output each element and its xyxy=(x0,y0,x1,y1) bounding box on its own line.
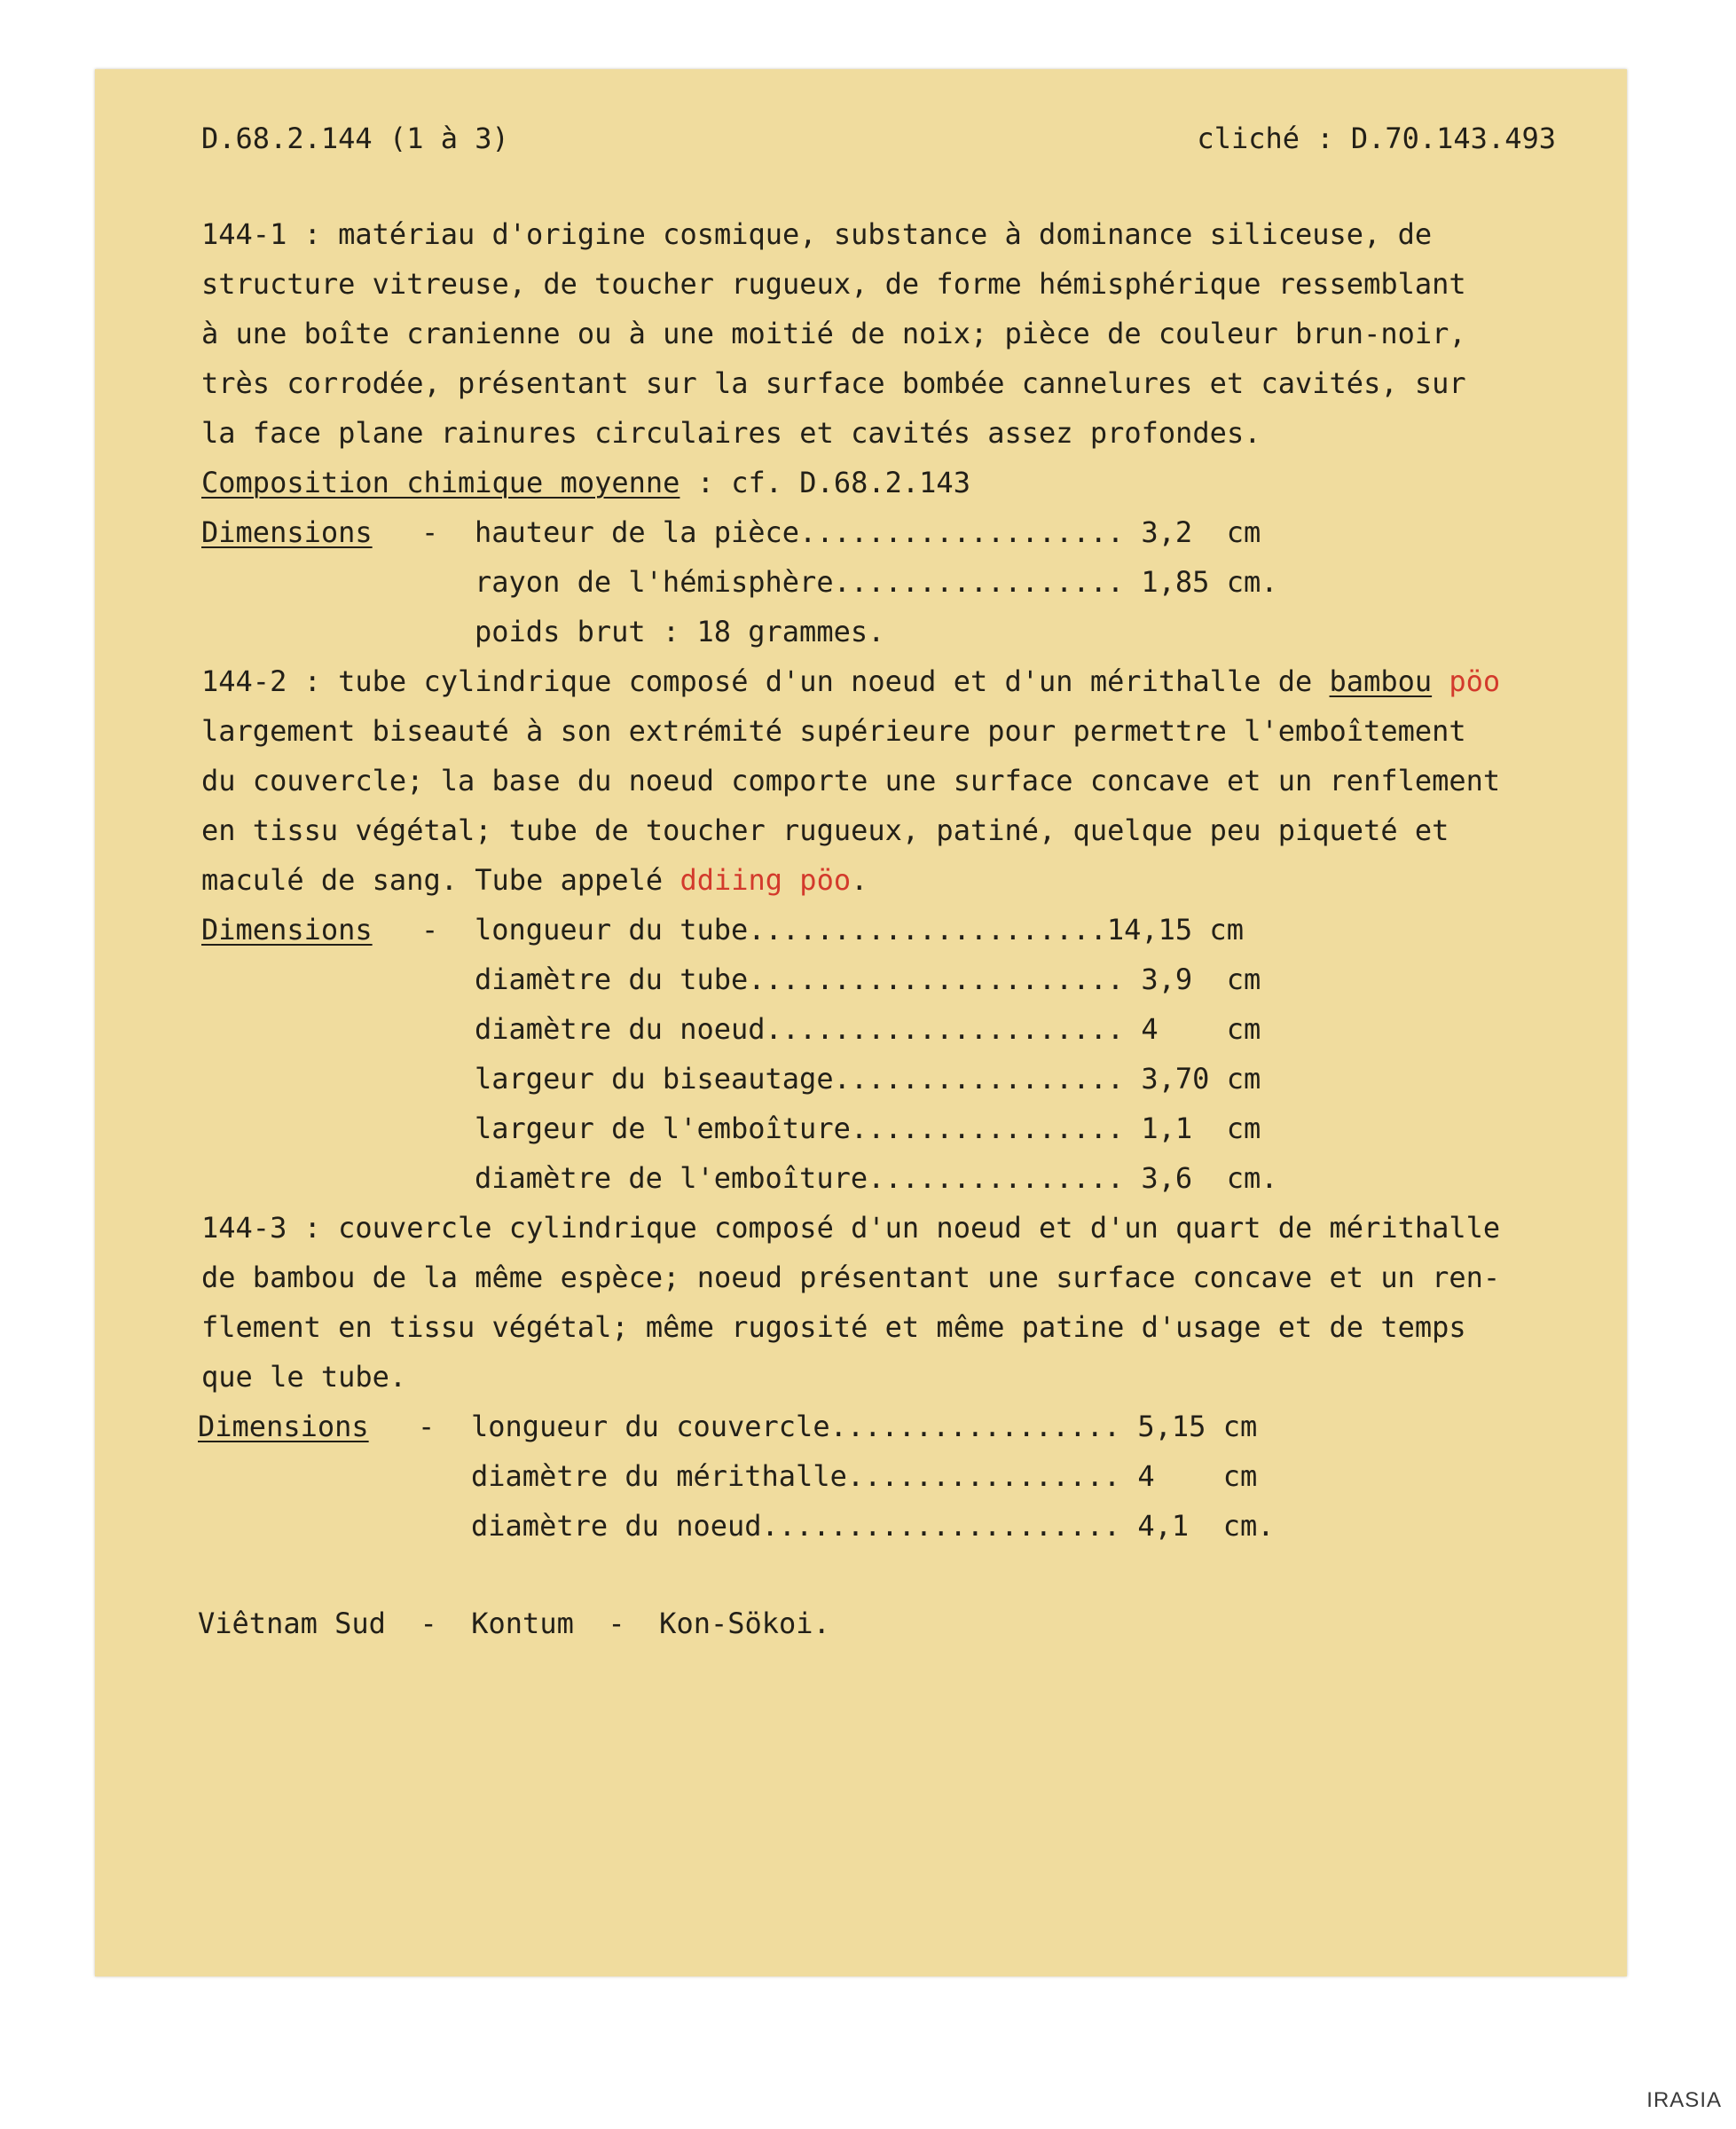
item2-line-5-text: maculé de sang. Tube appelé xyxy=(201,863,680,897)
dimensions-label-3: Dimensions xyxy=(198,1410,369,1443)
item1-dim-radius: rayon de l'hémisphère................. 1,85 cm. xyxy=(475,565,1278,599)
item3-line-1: 144-3 : couvercle cylindrique composé d'un noeud et d'un quart de mérithalle xyxy=(201,1211,1501,1245)
item3-dim-internode-diameter: diamètre du mérithalle................ 4 cm xyxy=(471,1459,1258,1493)
item2-line-2: largement biseauté à son extrémité supérieure pour permettre l'emboîtement xyxy=(201,714,1466,748)
item2-line-3: du couvercle; la base du noeud comporte une surface concave et un renflement xyxy=(201,764,1501,797)
item2-line-1-text: 144-2 : tube cylindrique composé d'un noeud et d'un mérithalle de xyxy=(201,664,1330,698)
item1-line-2: structure vitreuse, de toucher rugueux, de forme hémisphérique ressemblant xyxy=(201,267,1466,301)
composition-line xyxy=(201,467,970,499)
cliche-reference: cliché : D.70.143.493 xyxy=(1197,122,1556,155)
item2-line-4: en tissu végétal; tube de toucher rugueux, patiné, quelque peu piqueté et xyxy=(201,813,1449,847)
item2-line-1 xyxy=(201,665,1500,697)
dimensions-label-1: Dimensions xyxy=(201,515,373,549)
item1-line-1: 144-1 : matériau d'origine cosmique, substance à dominance siliceuse, de xyxy=(201,217,1433,251)
composition-reference: : cf. D.68.2.143 xyxy=(679,466,970,499)
catalog-reference: D.68.2.144 (1 à 3) xyxy=(201,122,509,155)
document-page xyxy=(95,69,1627,1976)
item2-dim-socket-width: largeur de l'emboîture................ 1,1 cm xyxy=(475,1112,1261,1145)
item2-dim-bevel-width: largeur du biseautage................. 3,70 cm xyxy=(475,1062,1261,1096)
item2-line-5-end: . xyxy=(851,863,868,897)
dimensions-label-2: Dimensions xyxy=(201,913,373,947)
tube-name: ddiing pöo xyxy=(679,863,852,897)
item3-dim-node-diameter: diamètre du noeud..................... 4,1 cm. xyxy=(471,1509,1275,1543)
location-line: Viêtnam Sud - Kontum - Kon-Sökoi. xyxy=(198,1607,830,1640)
item1-line-5: la face plane rainures circulaires et cavités assez profondes. xyxy=(201,416,1261,450)
item2-dim-node-diameter: diamètre du noeud..................... 4 cm xyxy=(475,1012,1261,1046)
dimensions-dash-3: - xyxy=(418,1410,436,1443)
item2-dim-tube-diameter: diamètre du tube...................... 3,9 cm xyxy=(475,962,1261,996)
poo-word: pöo xyxy=(1449,664,1501,698)
item3-line-4: que le tube. xyxy=(201,1360,407,1394)
item2-dim-socket-diameter: diamètre de l'emboîture............... 3,6 cm. xyxy=(475,1161,1278,1195)
dimensions-dash-2: - xyxy=(421,913,439,947)
item2-dim-tube-length: longueur du tube.....................14,15 cm xyxy=(475,913,1244,947)
dimensions-dash-1: - xyxy=(421,515,439,549)
composition-label: Composition chimique moyenne xyxy=(201,466,680,499)
item3-line-2: de bambou de la même espèce; noeud présentant une surface concave et un ren- xyxy=(201,1261,1501,1294)
item2-line-5 xyxy=(201,864,868,896)
item1-line-4: très corrodée, présentant sur la surface bombée cannelures et cavités, sur xyxy=(201,366,1466,400)
item1-line-3: à une boîte cranienne ou à une moitié de noix; pièce de couleur brun-noir, xyxy=(201,317,1466,350)
watermark-text: IRASIA xyxy=(1646,2088,1722,2112)
bambou-word: bambou xyxy=(1329,664,1433,698)
item1-dim-height: hauteur de la pièce................... 3,2 cm xyxy=(475,515,1261,549)
item1-dim-weight: poids brut : 18 grammes. xyxy=(475,615,885,648)
item3-dim-lid-length: longueur du couvercle................. 5,15 cm xyxy=(471,1410,1258,1443)
item3-line-3: flement en tissu végétal; même rugosité et même patine d'usage et de temps xyxy=(201,1310,1466,1344)
